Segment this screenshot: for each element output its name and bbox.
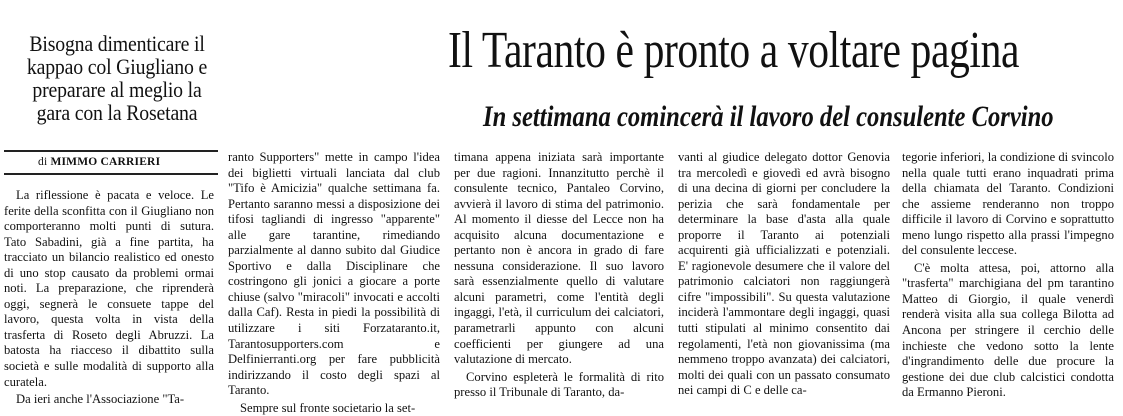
byline-author: MIMMO CARRIERI — [50, 156, 161, 168]
side-headline: Bisogna dimenticare il kappao col Giugliano e preparare al meglio la gara con la Rosetana — [26, 31, 208, 125]
article-column-2 — [228, 150, 440, 416]
article-column-3 — [454, 150, 664, 401]
paragraph: La riflessione è pacata e veloce. Le ferite della sconfitta con il Giugliano non comporteranno molti punti di sutura. Tato Sabadini, già a fine partita, ha tracciato un bilancio realistico ed onesto di uno stop causato da problemi ormai noti. La preparazione, che riprenderà oggi, segnerà le consuete tappe del lavoro, questa volta in vista della trasferta di Roseto degli Abruzzi. La batosta ha riacceso il dibattito sulla società e sulle modalità di supporto alla curatela. — [4, 188, 214, 389]
byline-underline — [4, 173, 218, 175]
paragraph: ranto Supporters" mette in campo l'idea dei biglietti virtuali lanciata dal club "Tifo è Amicizia" qualche settimana fa. Pertanto saranno messi a disposizione dei tifosi tagliandi di ingresso "apparente" alle gare tarantine, rimediando parzialmente al danno subito dal Giudice Sportivo e dalla Disciplinare che costringono gli jonici a giocare a porte chiuse (salvo "miracoli" invocati e accolti dalla Caf). Resta in piedi la possibilità di utilizzare i siti Forzataranto.it, Tarantosupporters.com e Delfinierranti.org per fare pubblicità indirizzando il costo degli spazi al Taranto. — [228, 150, 440, 398]
article-column-5 — [902, 150, 1114, 401]
paragraph: tegorie inferiori, la condizione di svincolo nella quale tutti erano inquadrati prima della chiamata del Taranto. Condizioni che assieme renderanno non troppo difficile il lavoro di Corvino e soprattutto meno lungo rispetto alla prassi l'impegno del consulente leccese. — [902, 150, 1114, 258]
paragraph: C'è molta attesa, poi, attorno alla "trasferta" marchigiana del pm tarantino Matteo di Giorgio, il quale venerdì renderà visita alla sua collega Bilotta ad Ancona per stringere il cerchio delle inchieste che vedono sotto la lente d'ingrandimento delle due procure la gestione dei due club calcistici condotta da Ermanno Pieroni. — [902, 260, 1114, 400]
paragraph: timana appena iniziata sarà importante per due ragioni. Innanzitutto perchè il consulente tecnico, Pantaleo Corvino, avvierà il lavoro di stima del patrimonio. Al momento il diesse del Lecce non ha acquisito alcuna documentazione e pertanto non è ancora in grado di fare nessuna considerazione. Il suo lavoro sarà essenzialmente quello di valutare alcuni parametri, come l'entità degli ingaggi, l'età, il curriculum dei calciatori, parametrarli appunto con alcuni coefficienti per giungere ad una valutazione di mercato. — [454, 150, 664, 367]
byline-rule — [4, 150, 218, 152]
paragraph: Corvino espleterà le formalità di rito presso il Tribunale di Taranto, da- — [454, 369, 664, 400]
paragraph: vanti al giudice delegato dottor Genovia tra mercoledì e giovedì ed avrà bisogno di una decina di giorni per concludere la perizia che sarà fondamentale per determinare la base d'asta alla quale proporre il Taranto ai potenziali acquirenti già ufficializzati e potenziali. E' ragionevole desumere che il valore del patrimonio calciatori non raggiungerà cifre "impossibili". Su questa valutazione inciderà l'ammontare degli ingaggi, quasi tutti stipulati al minimo consentito dai regolamenti, l'età non giovanissima (ma nemmeno troppo avanzata) dei calciatori, molti dei quali con un passato consumato nei campi di C e delle ca- — [678, 150, 890, 398]
main-headline: Il Taranto è pronto a voltare pagina — [448, 22, 1020, 79]
byline-prefix: di — [38, 156, 48, 168]
paragraph: Da ieri anche l'Associazione "Ta- — [16, 392, 185, 407]
article-column-4 — [678, 150, 890, 399]
main-subhead: In settimana comincerà il lavoro del consulente Corvino — [483, 100, 1054, 133]
article-column-1 — [4, 188, 214, 408]
byline — [38, 156, 160, 168]
paragraph: Sempre sul fronte societario la set- — [240, 400, 416, 415]
